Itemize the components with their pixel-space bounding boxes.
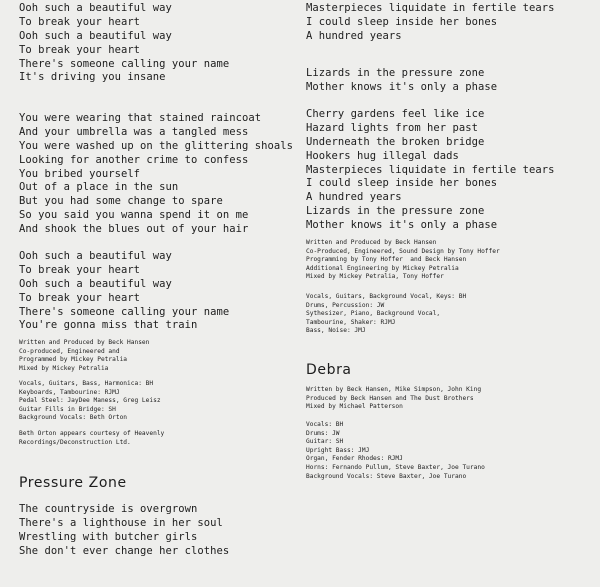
lyric-line: Lizards in the pressure zone (306, 205, 485, 218)
lyric-line: Ooh such a beautiful way (19, 29, 172, 42)
lyric-line: To break your heart (19, 291, 141, 304)
lyric-line: Masterpieces liquidate in fertile tears (306, 2, 555, 14)
credit-line: Written and Produced by Beck Hansen (19, 339, 150, 346)
lyric-line: Looking for another crime to confess (19, 153, 249, 166)
lyric-line: To break your heart (19, 43, 141, 56)
credit-line: Tambourine, Shaker: RJMJ (306, 318, 396, 326)
lyric-line: You were washed up on the glittering shoals (19, 139, 293, 152)
lyric-line: There's someone calling your name (19, 57, 230, 70)
lyrics-stanza (19, 250, 229, 333)
credit-line: Programming by Tony Hoffer and Beck Hansen (306, 256, 467, 264)
song-title: Pressure Zone (19, 475, 127, 491)
lyric-line: There's someone calling your name (19, 305, 230, 318)
credit-line: Mixed by Mickey Petralia (19, 364, 109, 372)
lyric-line: You're gonna miss that train (19, 319, 198, 332)
lyric-line: Ooh such a beautiful way (19, 277, 172, 290)
lyric-line: Ooh such a beautiful way (19, 250, 172, 262)
song-title: Debra (306, 362, 352, 378)
lyric-line: Ooh such a beautiful way (19, 2, 172, 14)
credit-line: Organ, Fender Rhodes: RJMJ (306, 455, 403, 463)
lyric-line: Underneath the broken bridge (306, 135, 485, 148)
lyrics-stanza (306, 67, 497, 95)
lyric-line: Mother knows it's only a phase (306, 219, 498, 232)
credit-line: Mixed by Michael Patterson (306, 403, 403, 411)
credit-line: Vocals, Guitars, Background Vocal, Keys: BH (306, 293, 467, 300)
lyric-line: Cherry gardens feel like ice (306, 108, 485, 120)
credits-block (306, 386, 481, 412)
lyric-line: But you had some change to spare (19, 195, 223, 208)
lyric-line: You bribed yourself (19, 167, 141, 180)
credits-block (19, 380, 161, 423)
credits-block (306, 239, 500, 282)
lyrics-stanza (19, 2, 229, 85)
credit-line: Keyboards, Tambourine: RJMJ (19, 388, 120, 396)
lyrics-stanza (306, 2, 555, 44)
credits-block (306, 421, 485, 481)
lyric-line: I could sleep inside her bones (306, 177, 498, 190)
credit-line: Programmed by Mickey Petralia (19, 356, 128, 364)
lyric-line: Mother knows it's only a phase (306, 80, 498, 93)
credit-line: Vocals: BH (306, 421, 344, 428)
lyric-line: It's driving you insane (19, 71, 166, 84)
credit-line: Recordings/Deconstruction Ltd. (19, 438, 131, 446)
credits-block (19, 430, 164, 447)
credit-line: Vocals, Guitars, Bass, Harmonica: BH (19, 380, 154, 387)
credit-line: Drums, Percussion: JW (306, 301, 385, 309)
lyrics-stanza (19, 503, 229, 559)
lyric-line: Hazard lights from her past (306, 121, 479, 134)
credit-line: Bass, Noise: JMJ (306, 327, 366, 335)
credit-line: Co-produced, Engineered and (19, 347, 120, 355)
lyric-line: She don't ever change her clothes (19, 544, 230, 557)
lyric-line: And your umbrella was a tangled mess (19, 125, 249, 138)
credit-line: Guitar: SH (306, 438, 344, 446)
lyric-line: A hundred years (306, 191, 402, 204)
lyric-line: And shook the blues out of your hair (19, 223, 249, 236)
credit-line: Mixed by Mickey Petralia, Tony Hoffer (306, 273, 444, 281)
credit-line: Pedal Steel: JayDee Maness, Greg Leisz (19, 397, 161, 405)
credit-line: Upright Bass: JMJ (306, 446, 370, 454)
credit-line: Additional Engineering by Mickey Petralia (306, 264, 459, 272)
credit-line: Horns: Fernando Pullum, Steve Baxter, Joe Turano (306, 463, 485, 471)
credit-line: Sythesizer, Piano, Background Vocal, (306, 310, 441, 318)
credit-line: Written and Produced by Beck Hansen (306, 239, 437, 246)
lyric-line: Wrestling with butcher girls (19, 530, 198, 543)
credit-line: Background Vocals: Beth Orton (19, 414, 128, 422)
lyrics-stanza (306, 108, 555, 233)
credits-block (306, 293, 466, 336)
credit-line: Background Vocals: Steve Baxter, Joe Turano (306, 472, 467, 480)
credit-line: Written by Beck Hansen, Mike Simpson, John King (306, 386, 482, 393)
lyric-line: I could sleep inside her bones (306, 15, 498, 28)
credits-block (19, 339, 149, 373)
credit-line: Beth Orton appears courtesy of Heavenly (19, 430, 165, 437)
lyric-line: The countryside is overgrown (19, 503, 198, 515)
lyric-line: To break your heart (19, 15, 141, 28)
lyric-line: A hundred years (306, 29, 402, 42)
lyric-line: There's a lighthouse in her soul (19, 516, 223, 529)
credit-line: Drums: JW (306, 429, 340, 437)
lyric-line: Out of a place in the sun (19, 181, 179, 194)
credit-line: Co-Produced, Engineered, Sound Design by Tony Hoffer (306, 247, 500, 255)
credit-line: Produced by Beck Hansen and The Dust Brothers (306, 394, 474, 402)
lyric-line: So you said you wanna spend it on me (19, 209, 249, 222)
lyric-line: Lizards in the pressure zone (306, 67, 485, 79)
lyric-line: To break your heart (19, 263, 141, 276)
lyric-line: Hookers hug illegal dads (306, 149, 459, 162)
lyric-line: You were wearing that stained raincoat (19, 112, 262, 124)
lyrics-stanza (19, 112, 293, 237)
credit-line: Guitar Fills in Bridge: SH (19, 405, 116, 413)
lyric-line: Masterpieces liquidate in fertile tears (306, 163, 555, 176)
